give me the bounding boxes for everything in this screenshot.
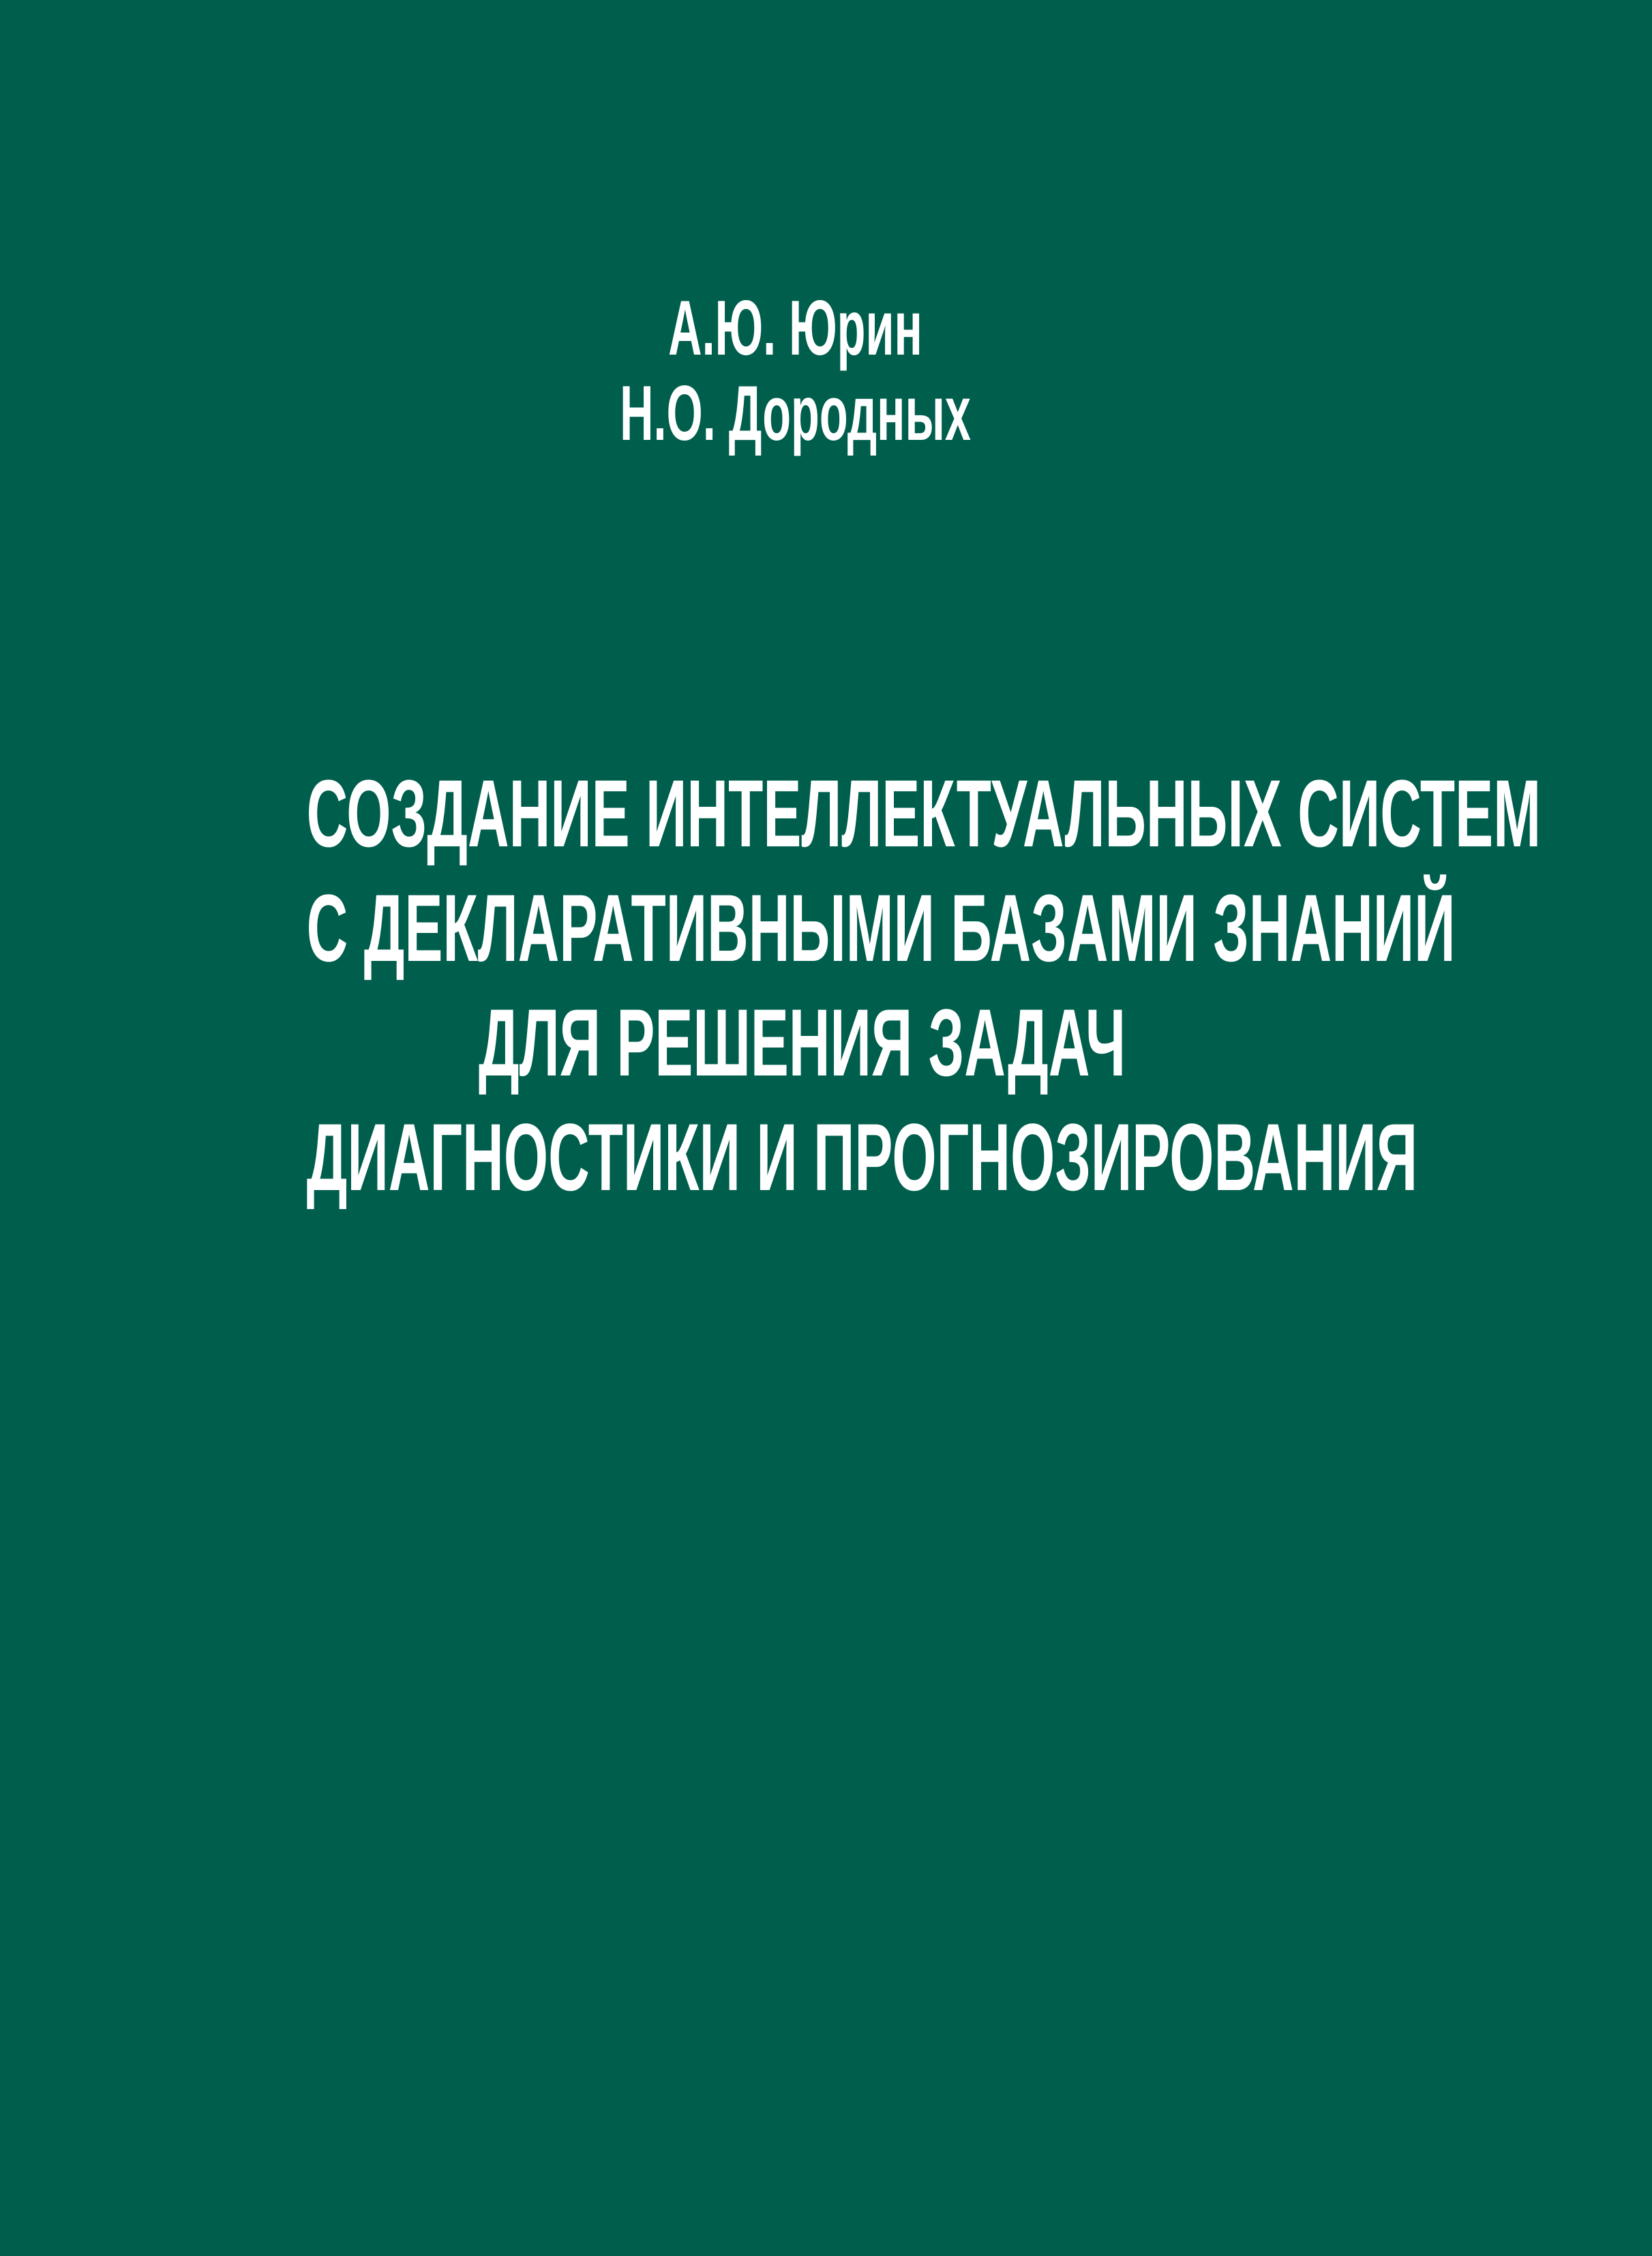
author-line-2: Н.О. Дородных	[620, 370, 971, 457]
authors-block	[300, 286, 1291, 456]
title-line-3: ДЛЯ РЕШЕНИЯ ЗАДАЧ	[478, 989, 1126, 1096]
title-line-1: СОЗДАНИЕ ИНТЕЛЛЕКТУАЛЬНЫХ СИСТЕМ	[306, 760, 1542, 867]
book-title	[306, 756, 1542, 1215]
title-line-4: ДИАГНОСТИКИ И ПРОГНОЗИРОВАНИЯ	[306, 1103, 1418, 1211]
title-line-2: С ДЕКЛАРАТИВНЫМИ БАЗАМИ ЗНАНИЙ	[306, 874, 1456, 981]
author-line-1: А.Ю. Юрин	[668, 285, 922, 372]
